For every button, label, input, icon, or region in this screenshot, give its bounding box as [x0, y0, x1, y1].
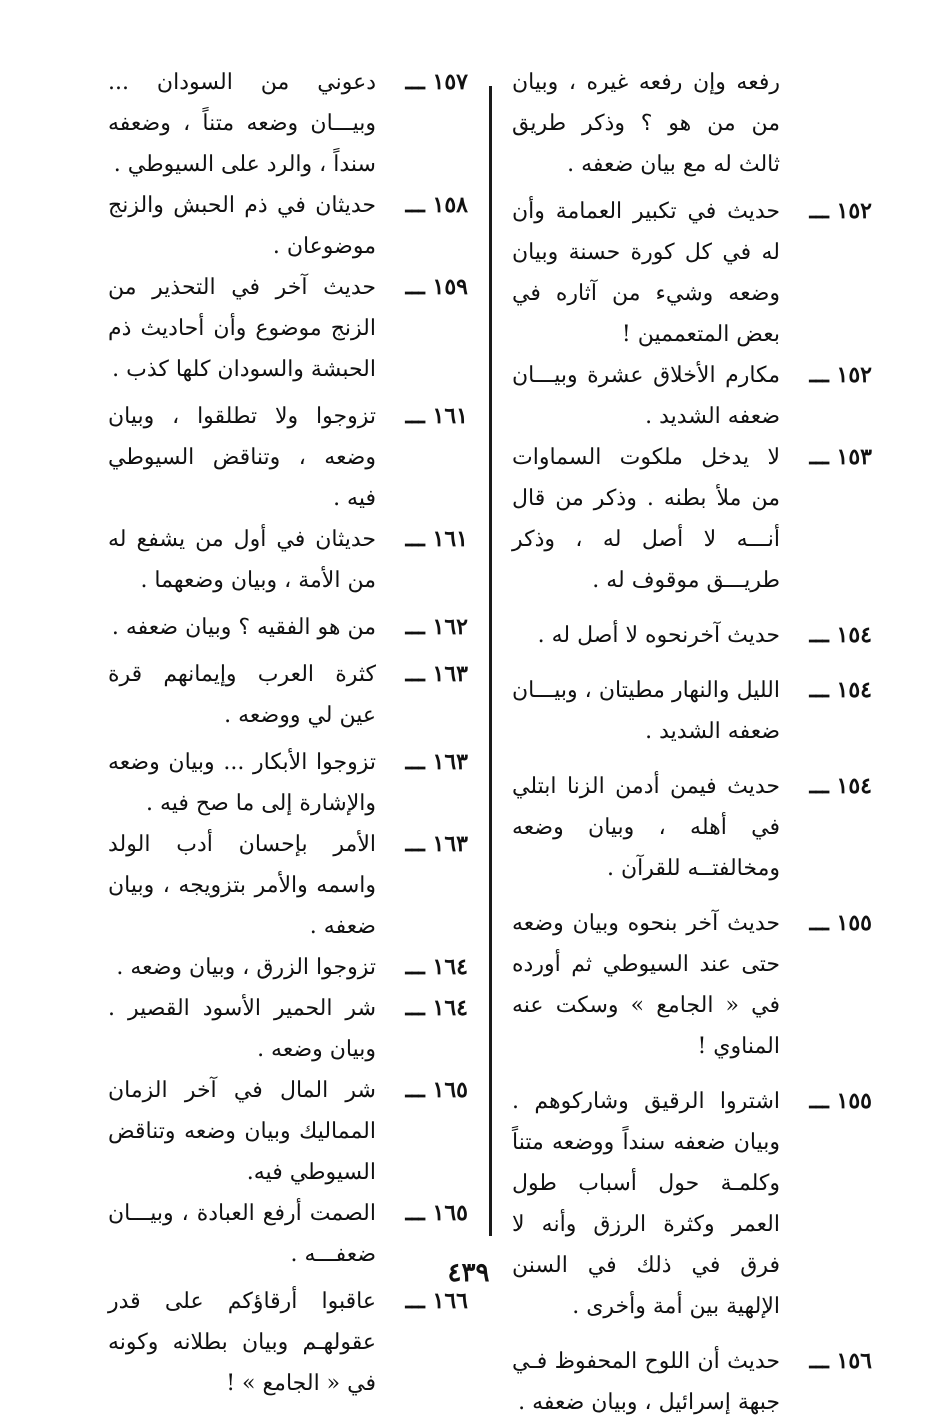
entry-text: حديث فيمن أدمن الزنا ابتلي في أهله ، وبيان وضعه ومخالفتــه للقرآن .	[512, 774, 780, 881]
index-entry	[108, 607, 468, 648]
index-column-right	[512, 62, 872, 1423]
entry-number: ١٦١ ـــ	[405, 403, 468, 429]
index-entry	[108, 988, 468, 1070]
entry-text: من هو الفقيه ؟ وبيان ضعفه .	[111, 615, 376, 640]
index-entry	[108, 947, 468, 988]
entry-number: ١٦٣ ـــ	[405, 661, 468, 687]
index-entry	[512, 355, 872, 437]
index-entry	[108, 742, 468, 824]
entry-text: تزوجوا الأبكار ... وبيان وضعه والإشارة إلى ما صح فيه .	[108, 750, 376, 816]
entry-number: ١٦٣ ـــ	[405, 831, 468, 857]
page-number: ٤٣٩	[447, 1258, 490, 1288]
entry-text: حديث أن اللوح المحفوظ فـي جبهة إسرائيل ، وبيان ضعفه .	[512, 1349, 780, 1415]
entry-text: اشتروا الرقيق وشاركوهم . وبيان ضعفه سنداً ووضعه متناً وكلمـة حول أسباب طول العمر وكثرة الرزق وأنه لا فرق في ذلك في السنن الإلهية بين أمة وأخرى .	[512, 1089, 780, 1319]
entry-text: حديث آخر بنحوه وبيان وضعه حتى عند السيوطي ثم أورده في « الجامع » وسكت عنه المناوي !	[512, 911, 780, 1059]
entry-text: تزوجوا ولا تطلقوا ، وبيان وضعه ، وتناقض السيوطي فيه .	[108, 404, 376, 511]
index-entry	[512, 1081, 872, 1327]
entry-number: ١٦٥ ـــ	[405, 1200, 468, 1226]
entry-number: ١٥٤ ـــ	[809, 773, 872, 799]
entry-text: حديثان في أول من يشفع له من الأمة ، وبيان وضعهما .	[108, 527, 376, 593]
index-entry	[108, 1281, 468, 1404]
entry-text: الصمت أرفع العبادة ، وبيـــان ضعفـــه .	[108, 1201, 376, 1267]
column-divider	[489, 86, 492, 1236]
index-entry	[512, 615, 872, 656]
index-entry	[512, 62, 872, 185]
index-entry	[108, 1070, 468, 1193]
entry-number: ١٦١ ـــ	[405, 526, 468, 552]
entry-text: رفعه وإن رفعه غيره ، وبيان من من هو ؟ وذكر طريق ثالث له مع بيان ضعفه .	[512, 70, 780, 177]
index-entry	[108, 396, 468, 519]
index-entry	[108, 824, 468, 947]
entry-number: ١٥٥ ـــ	[809, 1088, 872, 1114]
entry-text: كثرة العرب وإيمانهم قرة عين لي ووضعه .	[108, 662, 376, 728]
entry-number: ١٥٣ ـــ	[809, 444, 872, 470]
entry-number: ١٥٤ ـــ	[809, 677, 872, 703]
entry-number: ١٦٦ ـــ	[405, 1288, 468, 1314]
index-entry	[512, 1341, 872, 1423]
entry-text: الليل والنهار مطيتان ، وبيـــان ضعفه الشديد .	[512, 678, 780, 744]
index-entry	[108, 62, 468, 185]
index-entry	[512, 670, 872, 752]
entry-number: ١٦٥ ـــ	[405, 1077, 468, 1103]
index-entry	[108, 267, 468, 390]
entry-text: شر الحمير الأسود القصير . وبيان وضعه .	[108, 996, 376, 1062]
entry-text: عاقبوا أرقاؤكم على قدر عقولهـم وبيان بطلانه وكونه في « الجامع » !	[108, 1289, 376, 1396]
entry-text: حديث آخرنحوه لا أصل له .	[537, 623, 780, 648]
entry-number: ١٦٣ ـــ	[405, 749, 468, 775]
entry-number: ١٥٤ ـــ	[809, 622, 872, 648]
entry-text: حديث في تكبير العمامة وأن له في كل كورة حسنة وبيان وضعه وشيء من آثاره في بعض المتعممين !	[512, 199, 780, 347]
entry-text: تزوجوا الزرق ، وبيان وضعه .	[116, 955, 376, 980]
index-entry	[512, 437, 872, 601]
entry-number: ١٥٦ ـــ	[809, 1348, 872, 1374]
entry-number: ١٥٩ ـــ	[405, 274, 468, 300]
index-entry	[108, 519, 468, 601]
entry-number: ١٥٥ ـــ	[809, 910, 872, 936]
entry-number: ١٥٨ ـــ	[405, 192, 468, 218]
entry-text: شر المال في آخر الزمان المماليك وبيان وضعه وتناقض السيوطي فيه.	[108, 1078, 376, 1185]
entry-number: ١٥٧ ـــ	[405, 69, 468, 95]
entry-text: الأمر بإحسان أدب الولد واسمه والأمر بتزويجه ، وبيان ضعفه .	[108, 832, 376, 939]
entry-number: ١٦٤ ـــ	[405, 954, 468, 980]
entry-number: ١٦٢ ـــ	[405, 614, 468, 640]
entry-number: ١٥٢ ـــ	[809, 362, 872, 388]
entry-text: حديثان في ذم الحبش والزنج موضوعان .	[108, 193, 376, 259]
index-entry	[108, 654, 468, 736]
index-entry	[512, 191, 872, 355]
entry-number: ١٥٢ ـــ	[809, 198, 872, 224]
entry-text: لا يدخل ملكوت السماوات من ملأ بطنه . وذكر من قال أنـــه لا أصل له ، وذكر طريـــق موقوف له .	[512, 445, 780, 593]
index-column-left	[108, 62, 468, 1404]
entry-text: مكارم الأخلاق عشرة وبيـــان ضعفه الشديد .	[512, 363, 780, 429]
index-entry	[512, 903, 872, 1067]
entry-text: دعوني من السودان ... وبيـــان وضعه متناً ، وضعفه سنداً ، والرد على السيوطي .	[108, 70, 376, 177]
entry-text: حديث آخر في التحذير من الزنج موضوع وأن أحاديث ذم الحبشة والسودان كلها كذب .	[108, 275, 376, 382]
index-entry	[108, 185, 468, 267]
entry-number: ١٦٤ ـــ	[405, 995, 468, 1021]
index-entry	[512, 766, 872, 889]
